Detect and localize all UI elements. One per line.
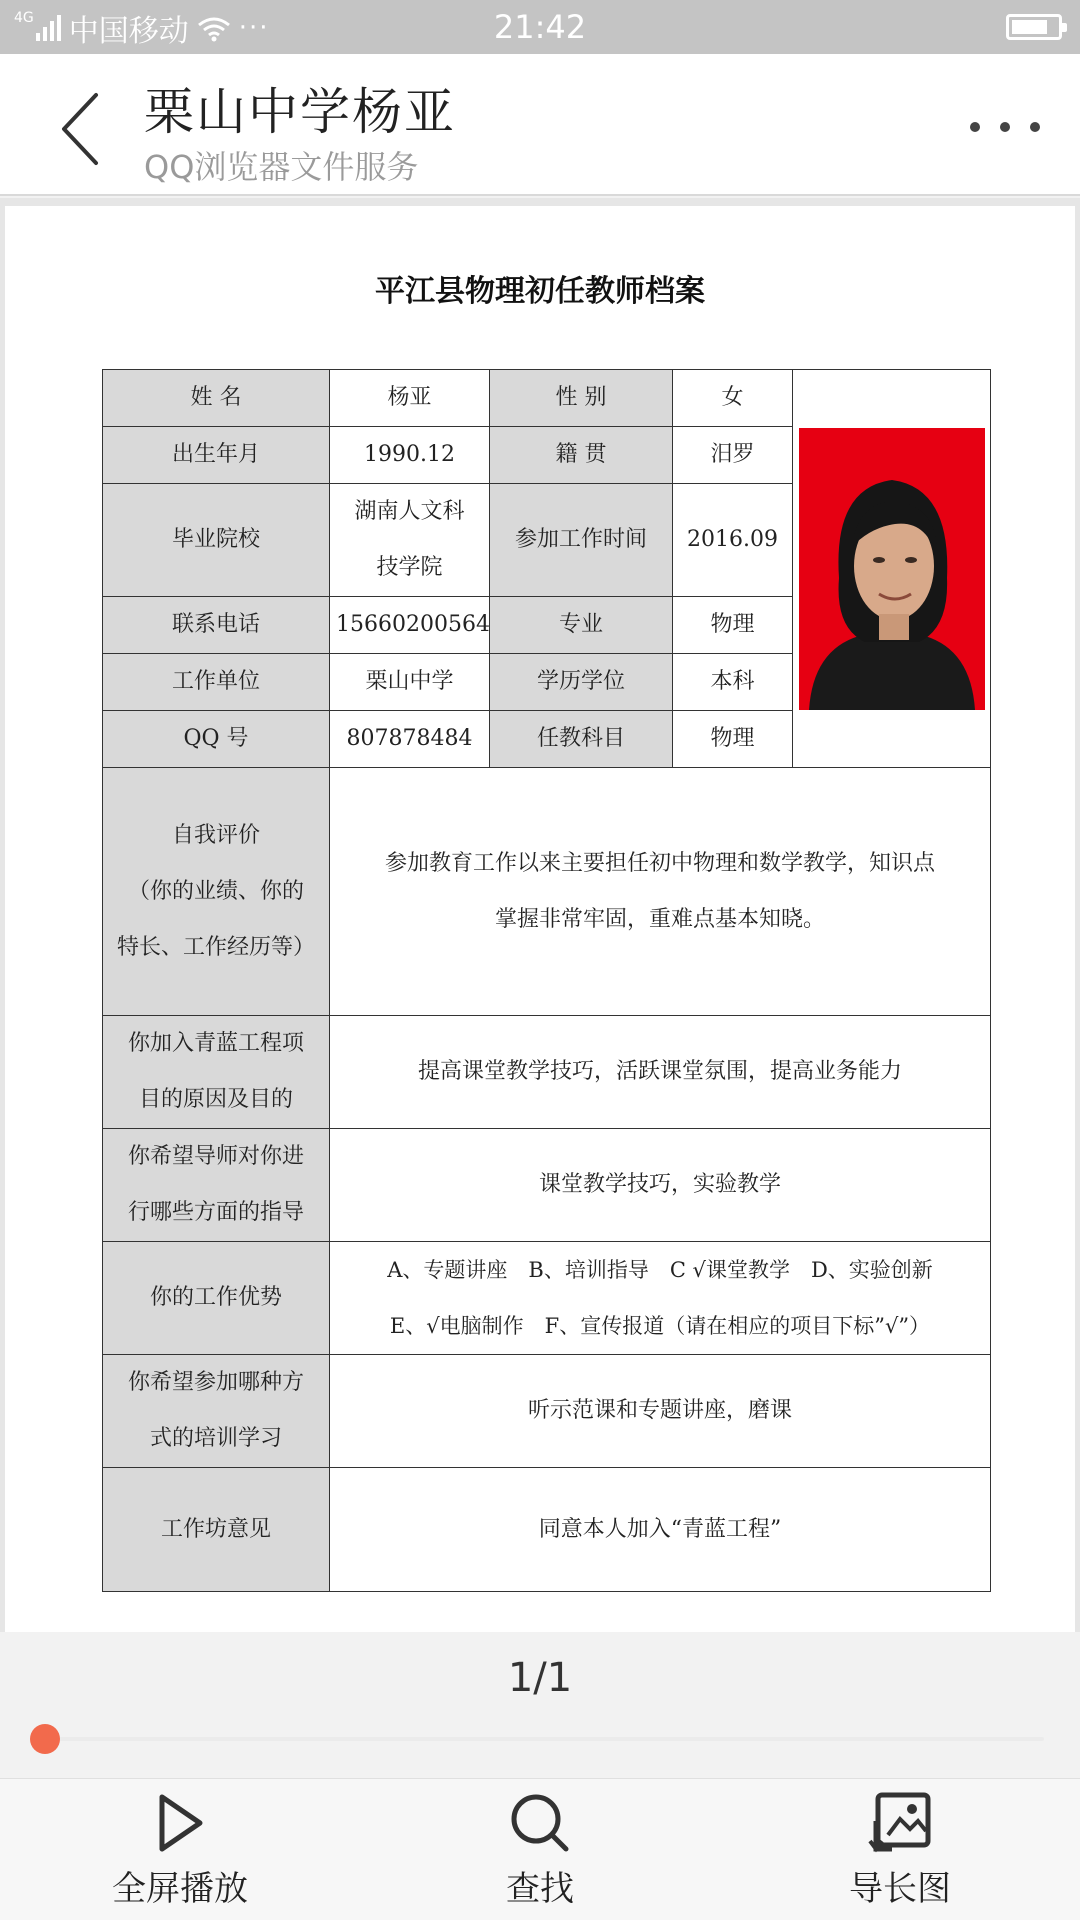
advantage-value [330,1242,991,1355]
table-row [103,1129,991,1242]
battery-icon [1006,14,1062,40]
search-icon [508,1791,572,1855]
degree-label: 学历学位 [490,654,673,711]
birth-value: 1990.12 [330,427,490,484]
origin-label: 籍 贯 [490,427,673,484]
page-title: 栗山中学杨亚 [144,83,456,141]
table-row [103,1468,991,1592]
self-eval-value-line: 掌握非常牢固，重难点基本知晓。 [494,906,825,932]
portrait-photo [799,428,985,710]
guidance-label [103,1129,330,1242]
guidance-label-line: 你希望导师对你进 [127,1144,304,1169]
table-row [103,1242,991,1355]
reason-label-line: 你加入青蓝工程项 [127,1031,304,1056]
gender-value: 女 [673,370,793,427]
fullscreen-button[interactable] [80,1791,280,1911]
carrier-name: 中国移动 [68,14,189,49]
export-image-icon [866,1791,934,1855]
name-label: 姓 名 [103,370,330,427]
page-indicator: 1/1 [507,1655,573,1701]
self-eval-label-line: 特长、工作经历等） [116,934,315,960]
advantage-value-line: A、专题讲座 B、培训指导 C √课堂教学 D、实验创新 [387,1258,933,1282]
long-image-label: 导长图 [849,1869,951,1909]
table-row [103,370,991,427]
page-slider[interactable] [44,1737,1044,1741]
work-start-value: 2016.09 [673,484,793,597]
document-page [5,206,1075,1632]
training-label-line: 你希望参加哪种方 [127,1370,304,1395]
guidance-value: 课堂教学技巧，实验教学 [330,1129,991,1242]
training-label-line: 式的培训学习 [149,1426,282,1451]
work-start-label: 参加工作时间 [490,484,673,597]
workshop-value: 同意本人加入“青蓝工程” [330,1468,991,1592]
reason-value: 提高课堂教学技巧，活跃课堂氛围，提高业务能力 [330,1016,991,1129]
back-button[interactable] [56,84,126,174]
origin-value: 汨罗 [673,427,793,484]
self-eval-value [330,768,991,1016]
school-value [330,484,490,597]
bottom-toolbar [0,1778,1080,1920]
table-row [103,768,991,1016]
document-title: 平江县物理初任教师档案 [375,274,705,309]
degree-value: 本科 [673,654,793,711]
more-dots-icon [970,122,980,132]
advantage-value-line: E、√电脑制作 F、宣传报道（请在相应的项目下标”√”） [389,1314,931,1338]
major-label: 专业 [490,597,673,654]
photo-cell [793,370,991,768]
document-viewer[interactable] [0,198,1080,1632]
find-label: 查找 [506,1869,574,1909]
unit-label: 工作单位 [103,654,330,711]
table-row [103,1016,991,1129]
play-icon [152,1791,208,1855]
more-button[interactable] [970,102,1040,152]
major-value: 物理 [673,597,793,654]
phone-value: 15660200564 [330,597,490,654]
network-type: 4G [14,10,34,26]
status-bar [0,0,1080,54]
slider-thumb[interactable] [30,1724,60,1754]
birth-label: 出生年月 [103,427,330,484]
app-header [0,54,1080,196]
status-time: 21:42 [493,8,587,46]
school-label: 毕业院校 [103,484,330,597]
find-button[interactable] [440,1791,640,1911]
page-subtitle: QQ浏览器文件服务 [144,148,419,186]
unit-value: 栗山中学 [330,654,490,711]
qq-value: 807878484 [330,711,490,768]
self-eval-label-line: （你的业绩、你的 [127,878,304,904]
fullscreen-label: 全屏播放 [112,1869,248,1909]
self-eval-label-line: 自我评价 [171,822,260,848]
subject-value: 物理 [673,711,793,768]
gender-label: 性 别 [490,370,673,427]
training-label [103,1355,330,1468]
workshop-label: 工作坊意见 [103,1468,330,1592]
self-eval-value-line: 参加教育工作以来主要担任初中物理和数学教学，知识点 [384,850,935,876]
subject-label: 任教科目 [490,711,673,768]
phone-label: 联系电话 [103,597,330,654]
back-chevron-icon [56,89,106,169]
long-image-button[interactable] [800,1791,1000,1911]
guidance-label-line: 行哪些方面的指导 [127,1200,304,1225]
status-more: ··· [238,13,270,43]
qq-label: QQ 号 [103,711,330,768]
table-row [103,1355,991,1468]
profile-table [102,369,991,1592]
advantage-label: 你的工作优势 [103,1242,330,1355]
self-eval-label [103,768,330,1016]
reason-label-line: 目的原因及目的 [138,1087,293,1112]
training-value: 听示范课和专题讲座，磨课 [330,1355,991,1468]
school-value-line: 湖南人文科 [354,499,465,524]
reason-label [103,1016,330,1129]
name-value: 杨亚 [330,370,490,427]
school-value-line: 技学院 [376,555,443,580]
